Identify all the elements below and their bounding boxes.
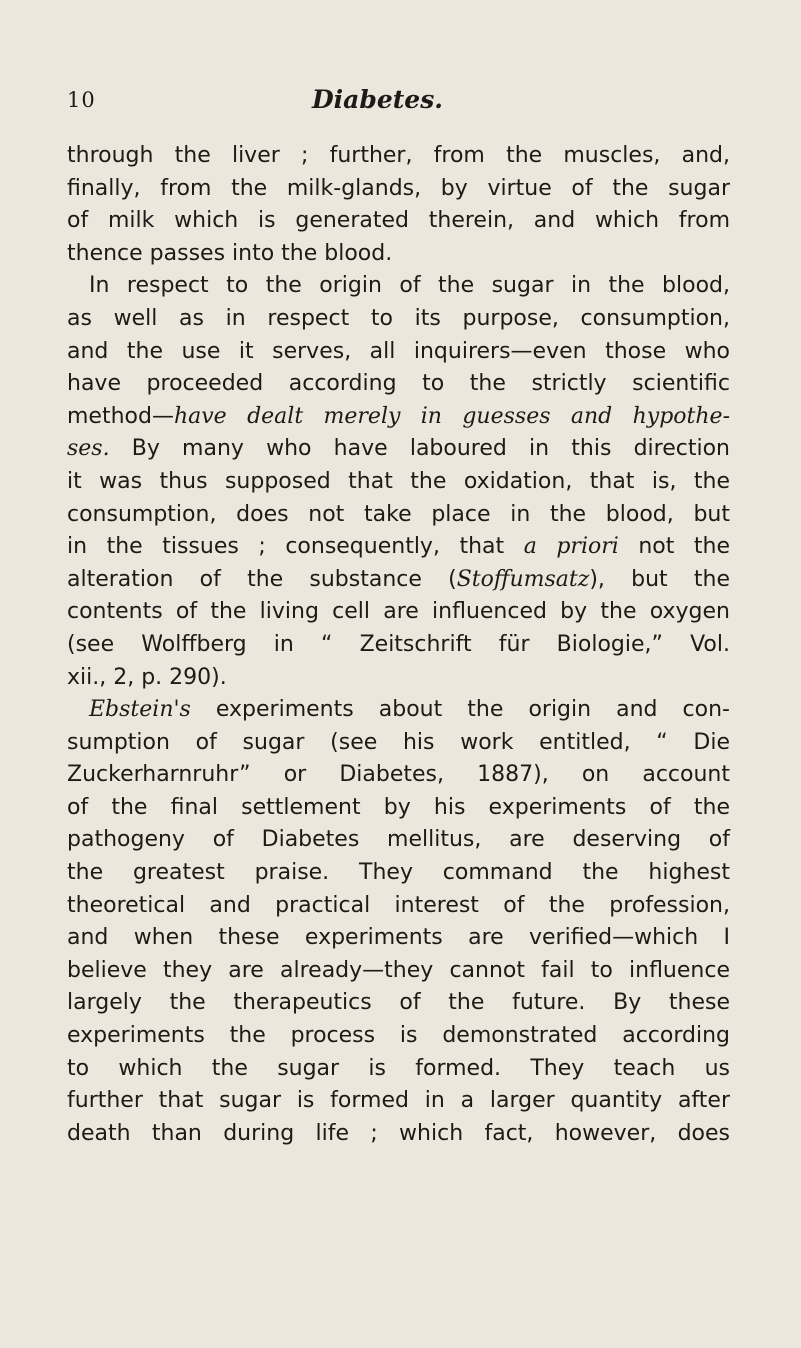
text-run: not the (618, 534, 731, 560)
text-line (67, 922, 730, 955)
text-run: experiments about the origin and con- (190, 697, 730, 723)
text-run: and when these experiments are verified—which I (67, 925, 730, 951)
text-run: sumption of sugar (see his work entitled, “ Die (67, 729, 730, 755)
italic-text: have dealt merely in guesses and hypothe- (173, 403, 730, 429)
text-line (67, 987, 730, 1020)
text-line (67, 1020, 730, 1053)
text-run: have proceeded according to the strictly scientific (67, 371, 730, 397)
italic-text: ses. (67, 436, 110, 462)
text-run: finally, from the milk-glands, by virtue of the sugar (67, 175, 730, 201)
text-run: ), but the (589, 566, 730, 592)
text-run: of the final settlement by his experiments of the (67, 794, 730, 820)
text-run: By many who have laboured in this direction (109, 436, 730, 462)
italic-text: Ebstein's (89, 697, 191, 723)
text-line (67, 727, 730, 760)
text-line (67, 1053, 730, 1086)
text-line (67, 1118, 730, 1151)
text-run: (see Wolffberg in “ Zeitschrift für Biologie,” Vol. (67, 631, 730, 657)
running-title: Diabetes. (312, 85, 443, 114)
text-run: believe they are already—they cannot fail to influence (67, 957, 730, 983)
italic-text: Stoffumsatz (456, 566, 590, 592)
text-line (67, 336, 730, 369)
text-line (67, 140, 730, 173)
text-line (67, 499, 730, 532)
text-run: Zuckerharnruhr” or Diabetes, 1887), on account (67, 762, 730, 788)
text-line (67, 596, 730, 629)
text-run: of milk which is generated therein, and which from (67, 208, 730, 234)
text-run: alteration of the substance ( (67, 566, 457, 592)
text-line (67, 368, 730, 401)
italic-text: a priori (523, 534, 619, 560)
text-run: thence passes into the blood. (67, 240, 393, 266)
text-run: method— (67, 403, 174, 429)
text-line (67, 955, 730, 988)
body-text (67, 140, 730, 1150)
text-run: In respect to the origin of the sugar in the blood, (89, 273, 730, 299)
text-line (67, 205, 730, 238)
text-line (67, 433, 730, 466)
text-line (67, 173, 730, 206)
text-line (67, 466, 730, 499)
text-line (67, 238, 730, 271)
text-run: consumption, does not take place in the blood, but (67, 501, 730, 527)
text-line (67, 824, 730, 857)
text-line (67, 629, 730, 662)
text-line (67, 531, 730, 564)
text-run: death than during life ; which fact, however, does (67, 1120, 730, 1146)
text-line (67, 694, 730, 727)
text-run: as well as in respect to its purpose, consumption, (67, 305, 730, 331)
text-line (67, 1085, 730, 1118)
text-line (67, 303, 730, 336)
text-run: experiments the process is demonstrated according (67, 1023, 730, 1049)
text-line (67, 401, 730, 434)
page-header (67, 85, 727, 122)
text-line (67, 759, 730, 792)
text-line (67, 270, 730, 303)
text-line (67, 890, 730, 923)
text-run: further that sugar is formed in a larger quantity after (67, 1088, 730, 1114)
text-line (67, 792, 730, 825)
text-run: it was thus supposed that the oxidation, that is, the (67, 468, 730, 494)
page-number: 10 (67, 88, 96, 112)
text-run: to which the sugar is formed. They teach us (67, 1055, 730, 1081)
text-run: and the use it serves, all inquirers—even those who (67, 338, 730, 364)
text-line (67, 564, 730, 597)
text-line (67, 857, 730, 890)
text-line (67, 662, 730, 695)
text-run: theoretical and practical interest of the profession, (67, 892, 730, 918)
text-run: xii., 2, p. 290). (67, 664, 227, 690)
text-run: largely the therapeutics of the future. By these (67, 990, 730, 1016)
text-run: through the liver ; further, from the muscles, and, (67, 143, 730, 168)
text-run: contents of the living cell are influenced by the oxygen (67, 599, 730, 625)
text-run: in the tissues ; consequently, that (67, 534, 524, 560)
text-run: the greatest praise. They command the highest (67, 860, 730, 886)
text-run: pathogeny of Diabetes mellitus, are deserving of (67, 827, 730, 853)
